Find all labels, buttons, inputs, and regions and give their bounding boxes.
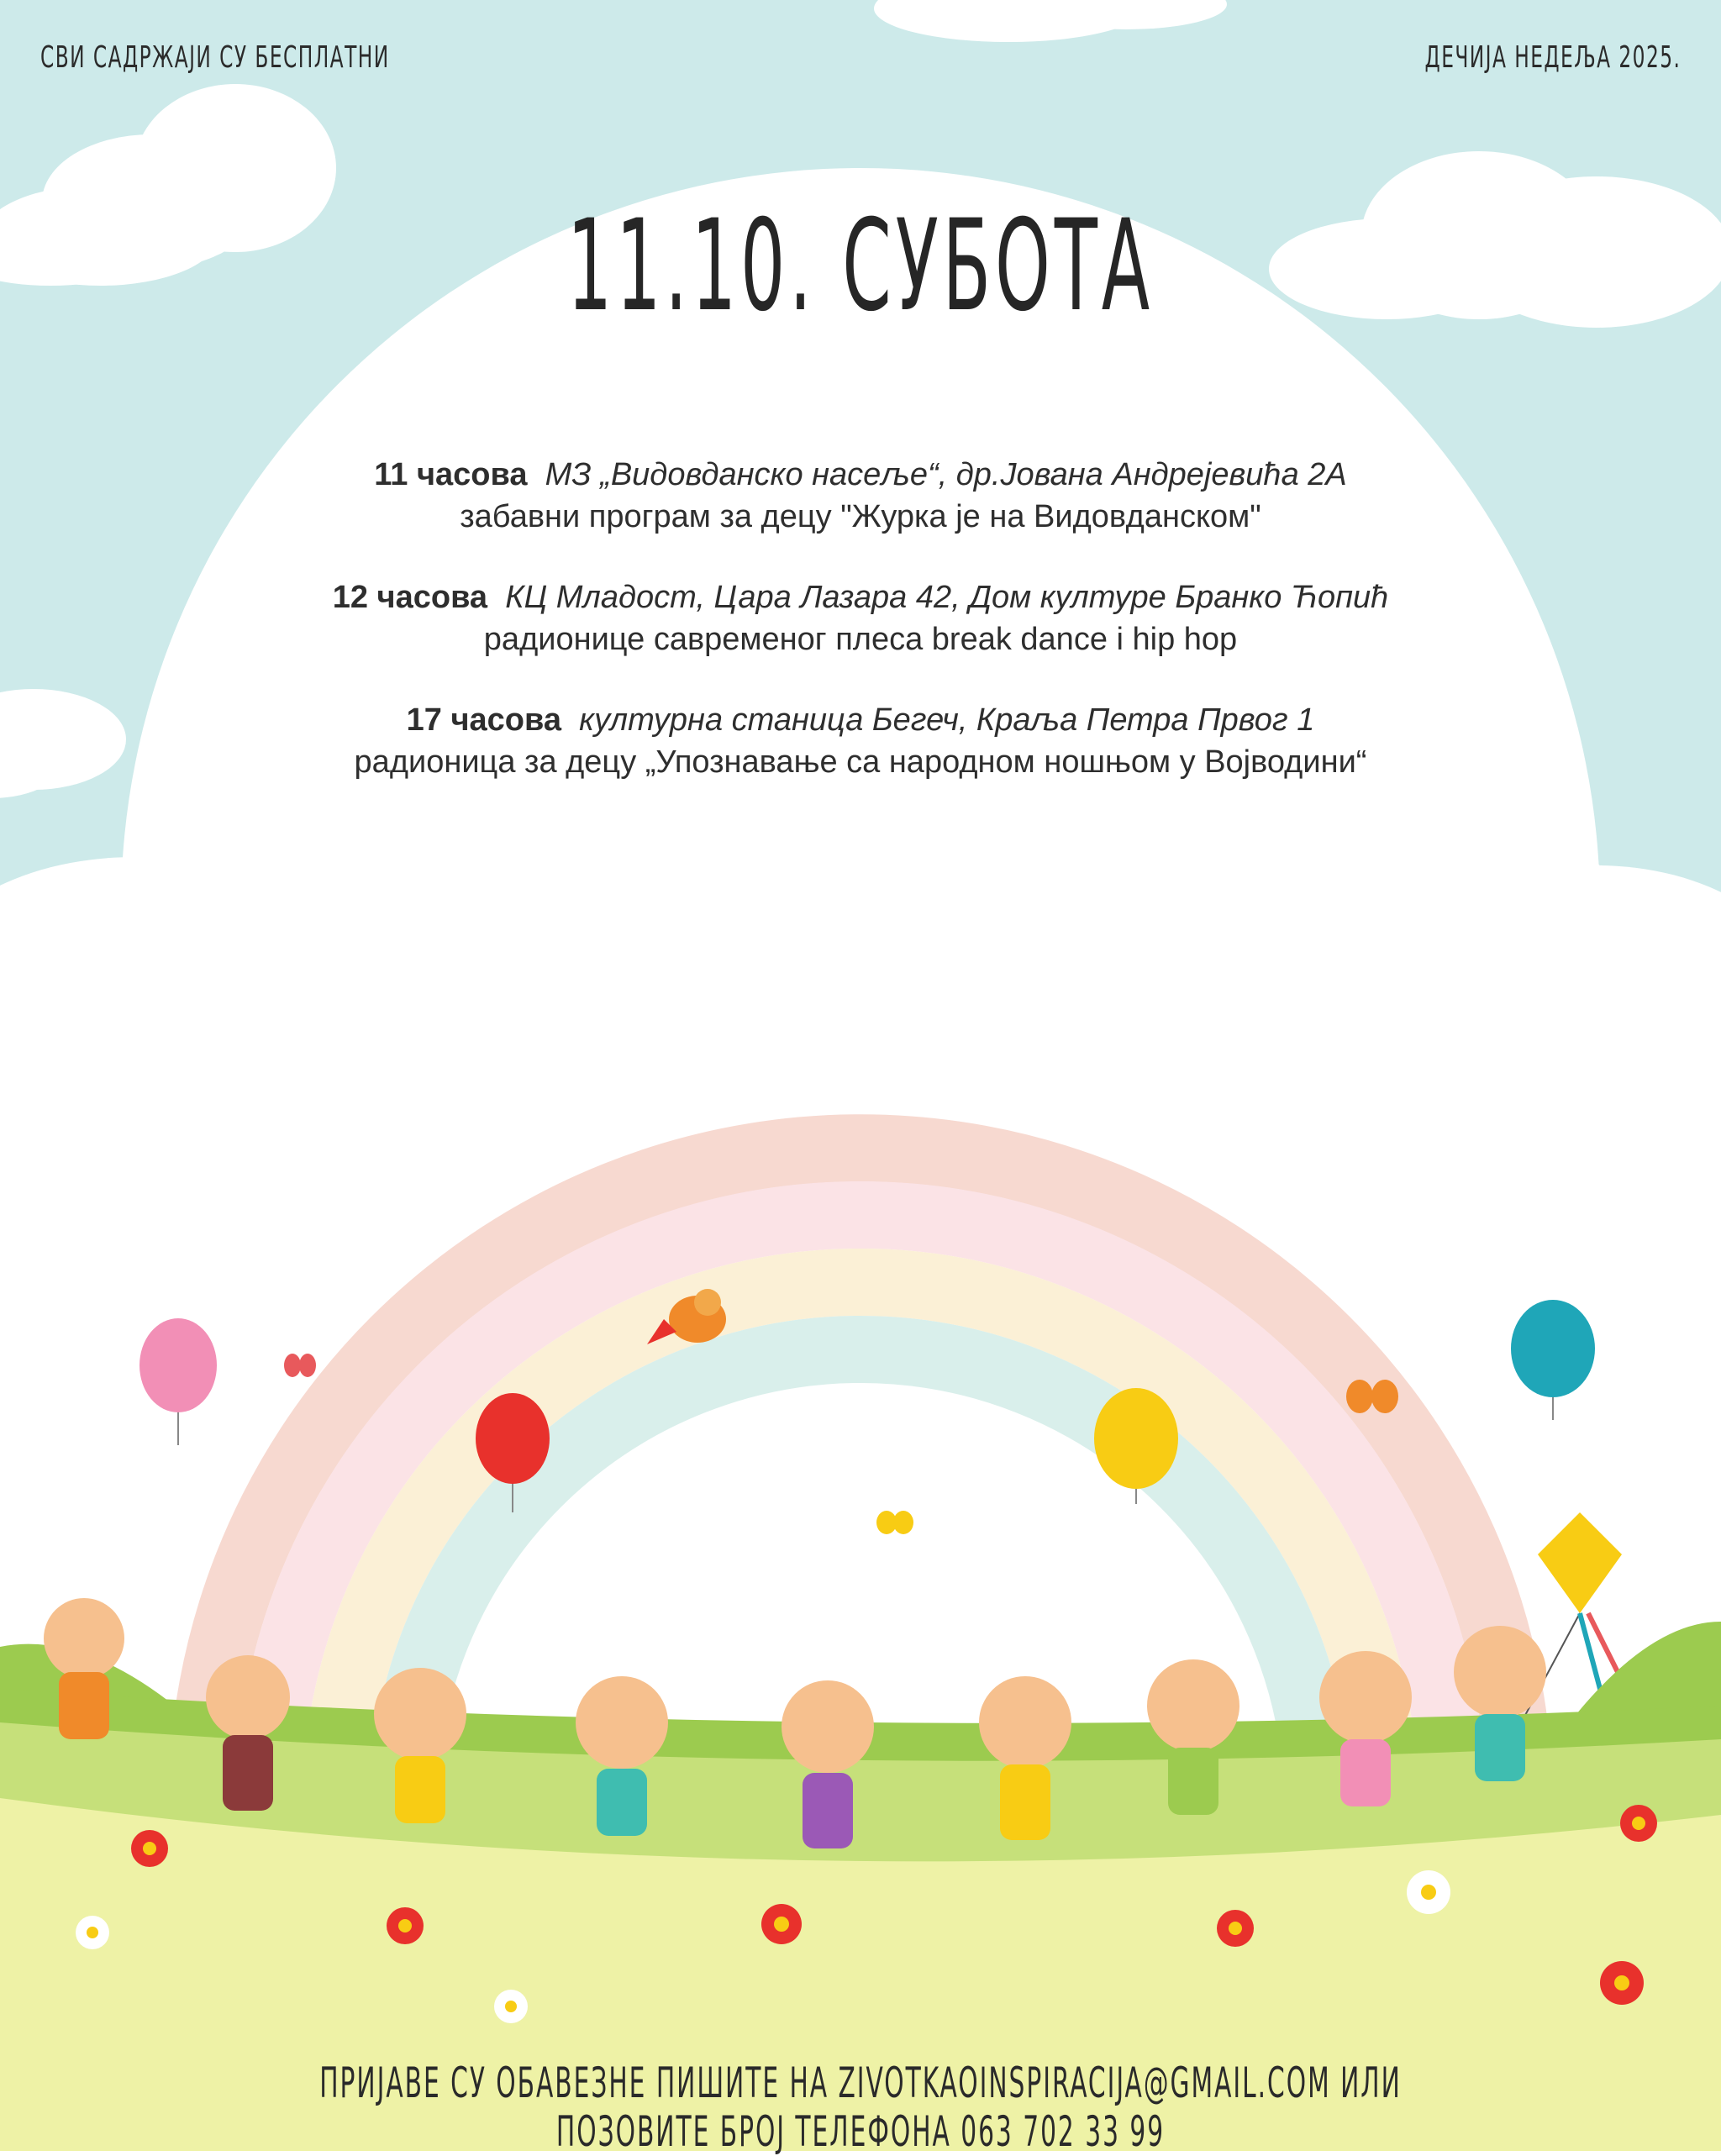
event-description: радионице савременог плеса break dance i hip hop	[483, 622, 1238, 657]
event-time: 12 часова	[332, 580, 488, 615]
event-schedule	[230, 454, 1491, 822]
event-time: 11 часова	[374, 457, 528, 492]
registration-note: ПРИЈАВЕ СУ ОБАВЕЗНЕ ПИШИТЕ НА ZIVOTKAOINSPIRACIJA@GMAIL.COM ИЛИ ПОЗОВИТЕ БРОЈ ТЕЛЕФОНА 063 702 33 99	[319, 2059, 1402, 2156]
event-description: радионица за децу „Упознавање са народном ношњом у Војводини“	[354, 744, 1367, 780]
event-description: забавни програм за децу "Журка је на Видовданском"	[460, 499, 1261, 534]
event-time: 17 часова	[406, 702, 562, 738]
event-item	[230, 454, 1491, 538]
free-content-note: СВИ САДРЖАЈИ СУ БЕСПЛАТНИ	[40, 40, 390, 75]
event-place: КЦ Младост, Цара Лазара 42, Дом културе Бранко Ћопић	[505, 580, 1389, 615]
event-week-label: ДЕЧИЈА НЕДЕЉА 2025.	[1424, 40, 1681, 75]
event-item	[230, 576, 1491, 660]
event-item	[230, 699, 1491, 783]
page-title: 11.10. СУБОТА	[566, 193, 1155, 339]
event-place: културна станица Бегеч, Краља Петра Првог 1	[579, 702, 1315, 738]
event-place: МЗ „Видовданско насеље“, др.Јована Андрејевића 2А	[545, 457, 1347, 492]
